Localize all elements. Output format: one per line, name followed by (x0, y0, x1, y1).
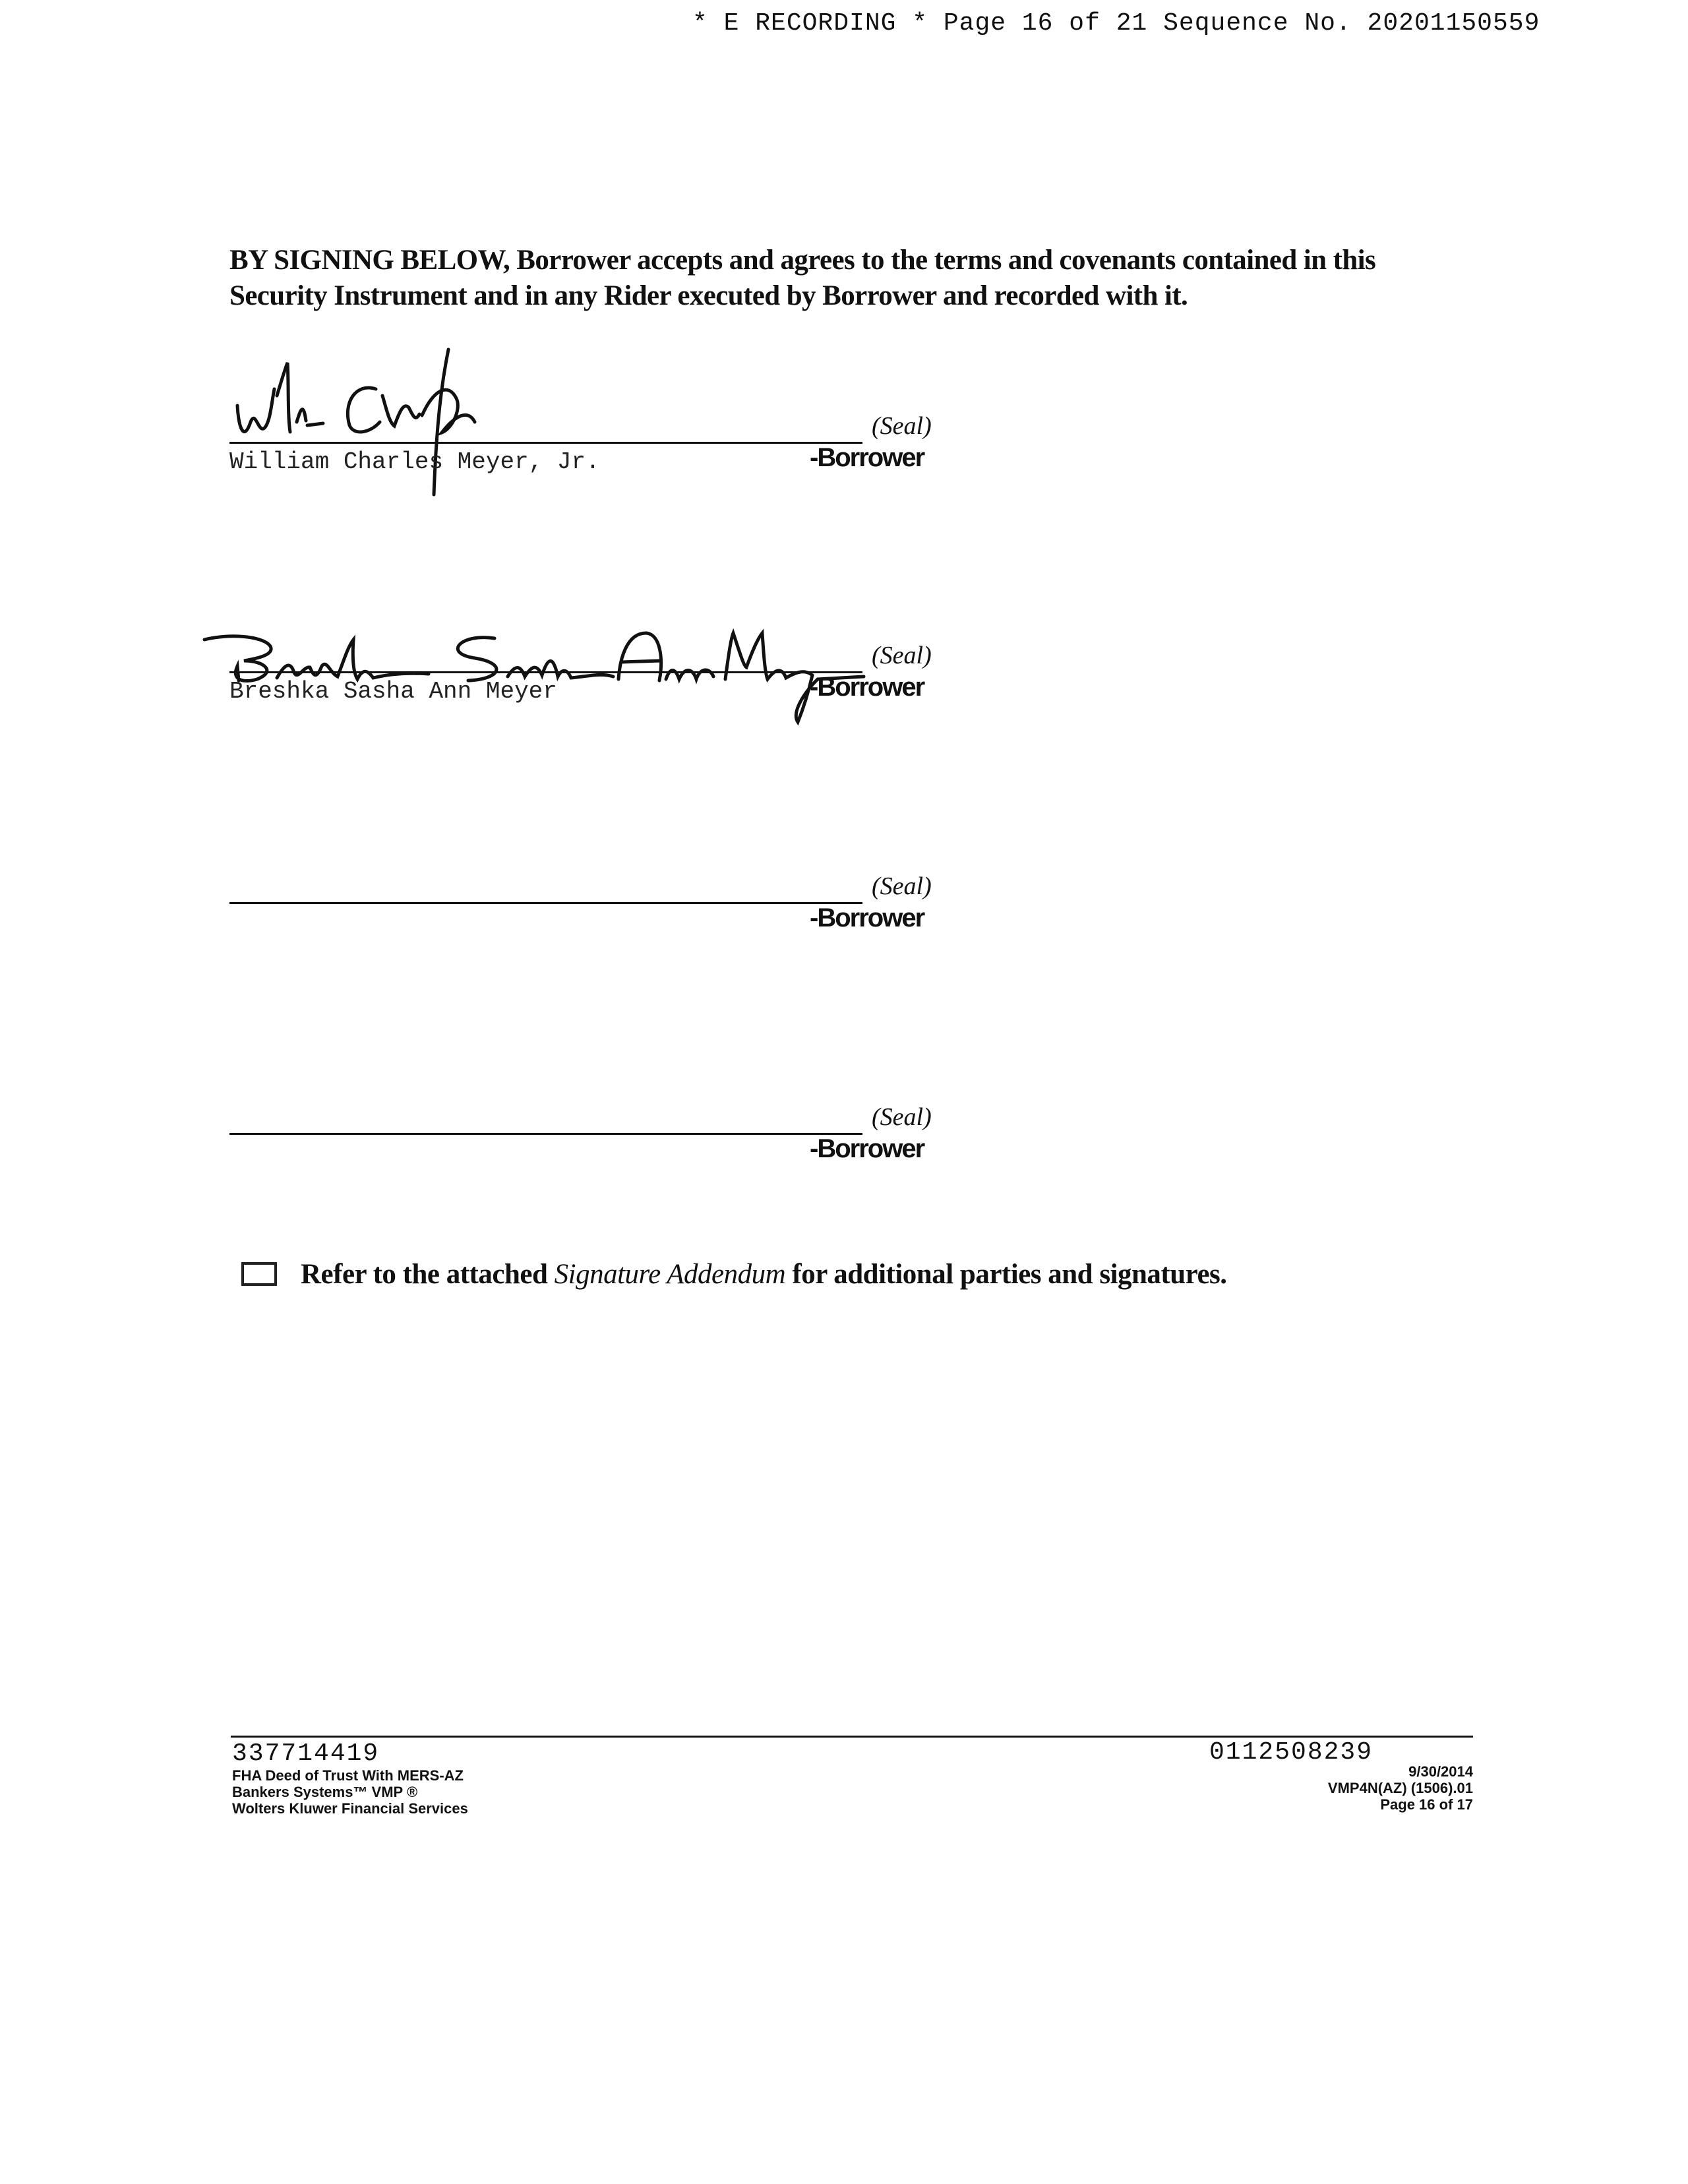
borrower-label-4: -Borrower (810, 1134, 924, 1163)
signature-line-2 (229, 671, 862, 673)
printed-name-1: William Charles Meyer, Jr. (229, 448, 600, 475)
printed-name-2: Breshka Sasha Ann Meyer (229, 678, 557, 705)
footer-date: 9/30/2014 (1408, 1763, 1473, 1780)
seal-label-4: (Seal) (872, 1103, 932, 1131)
recording-header: * E RECORDING * Page 16 of 21 Sequence No. 20201150559 (692, 9, 1540, 38)
seal-label-3: (Seal) (872, 872, 932, 900)
footer-page-number: Page 16 of 17 (1380, 1796, 1473, 1813)
addendum-text-before: Refer to the attached (301, 1259, 555, 1290)
signing-intro-paragraph: BY SIGNING BELOW, Borrower accepts and agrees to the terms and covenants contained in this Security Instrument and in any Rider executed by Borrower and recorded with it. (229, 245, 1376, 311)
signature-line-4 (229, 1133, 862, 1135)
footer-form-title: FHA Deed of Trust With MERS-AZ (232, 1767, 464, 1784)
footer-left-number: 337714419 (232, 1740, 380, 1768)
signature-addendum-checkbox[interactable] (241, 1262, 277, 1286)
addendum-text-italic: Signature Addendum (554, 1259, 786, 1290)
footer-rule (231, 1736, 1473, 1738)
borrower-label-3: -Borrower (810, 903, 924, 932)
signature-line-3 (229, 902, 862, 904)
addendum-text-after: for additional parties and signatures. (785, 1259, 1227, 1290)
footer-form-info (232, 1767, 468, 1817)
footer-systems: Bankers Systems™ VMP ® (232, 1784, 418, 1800)
borrower-label-2: -Borrower (810, 673, 924, 702)
footer-publisher: Wolters Kluwer Financial Services (232, 1800, 468, 1817)
seal-label-1: (Seal) (872, 412, 932, 440)
footer-form-code: VMP4N(AZ) (1506).01 (1327, 1780, 1473, 1796)
borrower-label-1: -Borrower (810, 443, 924, 472)
footer-form-meta (1209, 1763, 1473, 1813)
footer-right-number: 0112508239 (1209, 1738, 1373, 1767)
signature-addendum-note (301, 1258, 1227, 1290)
signature-line-1 (229, 442, 862, 444)
seal-label-2: (Seal) (872, 642, 932, 669)
